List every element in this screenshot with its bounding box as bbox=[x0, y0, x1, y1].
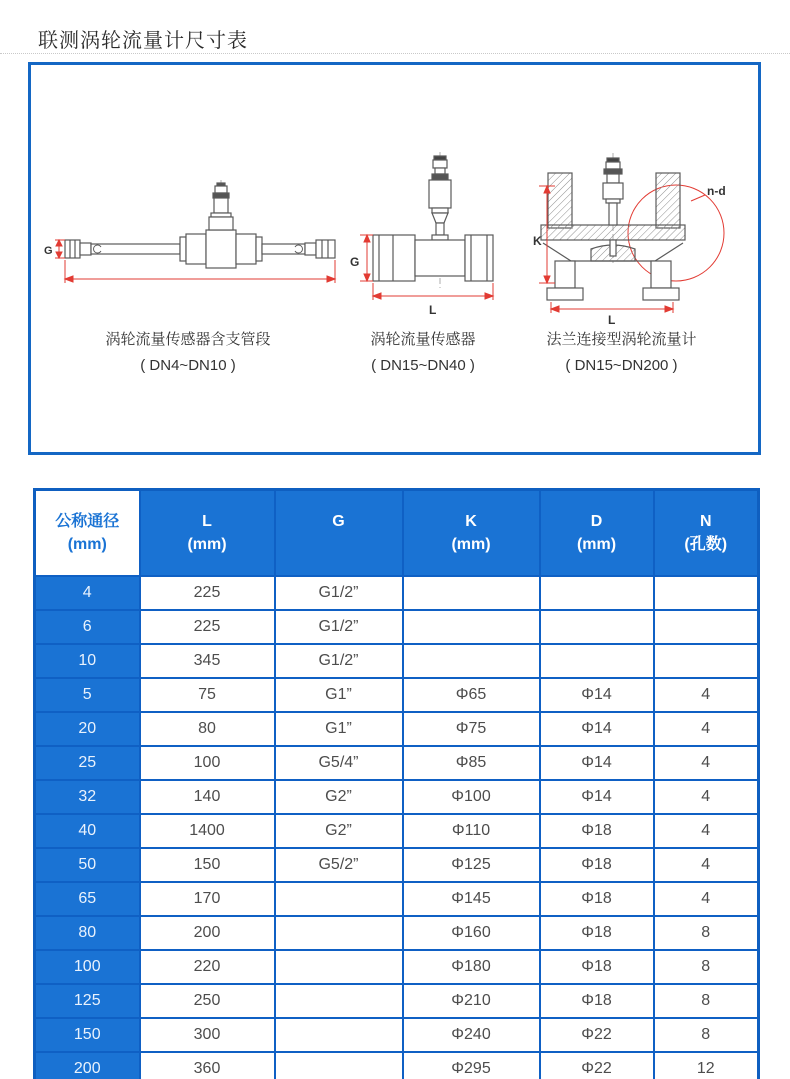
value-cell bbox=[540, 576, 654, 610]
value-cell bbox=[654, 610, 759, 644]
value-cell: 4 bbox=[654, 712, 759, 746]
dn-cell: 80 bbox=[35, 916, 140, 950]
value-cell bbox=[275, 950, 403, 984]
dim-label-l: L bbox=[429, 303, 437, 317]
table-row bbox=[35, 746, 759, 780]
value-cell: Φ18 bbox=[540, 950, 654, 984]
dn-cell: 200 bbox=[35, 1052, 140, 1079]
value-cell bbox=[654, 576, 759, 610]
table-row bbox=[35, 678, 759, 712]
value-cell: Φ14 bbox=[540, 712, 654, 746]
table-row bbox=[35, 848, 759, 882]
table-row bbox=[35, 1052, 759, 1079]
table-row bbox=[35, 780, 759, 814]
value-cell: 225 bbox=[140, 576, 275, 610]
value-cell: Φ125 bbox=[403, 848, 540, 882]
value-cell: Φ85 bbox=[403, 746, 540, 780]
value-cell: Φ22 bbox=[540, 1052, 654, 1079]
value-cell: Φ14 bbox=[540, 780, 654, 814]
value-cell: Φ65 bbox=[403, 678, 540, 712]
value-cell: 8 bbox=[654, 950, 759, 984]
value-cell bbox=[275, 1018, 403, 1052]
value-cell bbox=[540, 610, 654, 644]
caption-diagram-3 bbox=[509, 327, 734, 379]
title-divider bbox=[0, 53, 790, 54]
value-cell: Φ180 bbox=[403, 950, 540, 984]
caption-title: 涡轮流量传感器 bbox=[370, 331, 476, 348]
value-cell: Φ14 bbox=[540, 746, 654, 780]
dn-cell: 6 bbox=[35, 610, 140, 644]
value-cell bbox=[275, 984, 403, 1018]
table-row bbox=[35, 610, 759, 644]
value-cell bbox=[540, 644, 654, 678]
value-cell: 220 bbox=[140, 950, 275, 984]
value-cell: Φ110 bbox=[403, 814, 540, 848]
table-row bbox=[35, 712, 759, 746]
table-row bbox=[35, 882, 759, 916]
value-cell: G5/2” bbox=[275, 848, 403, 882]
page-title: 联测涡轮流量计尺寸表 bbox=[38, 30, 248, 52]
value-cell: Φ18 bbox=[540, 984, 654, 1018]
value-cell: Φ22 bbox=[540, 1018, 654, 1052]
value-cell: G5/4” bbox=[275, 746, 403, 780]
value-cell: Φ160 bbox=[403, 916, 540, 950]
diagram-panel bbox=[28, 62, 761, 455]
table-row bbox=[35, 814, 759, 848]
header-l: L (mm) bbox=[140, 490, 275, 577]
value-cell: 150 bbox=[140, 848, 275, 882]
dn-cell: 25 bbox=[35, 746, 140, 780]
header-dn: 公称通径 (mm) bbox=[35, 490, 140, 577]
caption-range: ( DN4~DN10 ) bbox=[140, 357, 236, 374]
value-cell bbox=[275, 916, 403, 950]
value-cell: Φ100 bbox=[403, 780, 540, 814]
dn-cell: 150 bbox=[35, 1018, 140, 1052]
dimension-table bbox=[33, 488, 760, 1079]
header-row bbox=[35, 490, 759, 577]
value-cell: G1/2” bbox=[275, 610, 403, 644]
value-cell bbox=[275, 1052, 403, 1079]
value-cell: 8 bbox=[654, 984, 759, 1018]
dn-cell: 5 bbox=[35, 678, 140, 712]
header-g: G bbox=[275, 490, 403, 577]
value-cell bbox=[403, 576, 540, 610]
value-cell: Φ295 bbox=[403, 1052, 540, 1079]
table-row bbox=[35, 644, 759, 678]
value-cell: Φ18 bbox=[540, 882, 654, 916]
dim-label-l: L bbox=[608, 313, 616, 327]
value-cell: G2” bbox=[275, 814, 403, 848]
value-cell: 8 bbox=[654, 1018, 759, 1052]
header-n: N (孔数) bbox=[654, 490, 759, 577]
value-cell: 200 bbox=[140, 916, 275, 950]
dim-label-g: G bbox=[350, 255, 360, 269]
value-cell: 360 bbox=[140, 1052, 275, 1079]
dn-cell: 50 bbox=[35, 848, 140, 882]
value-cell: 300 bbox=[140, 1018, 275, 1052]
dn-cell: 100 bbox=[35, 950, 140, 984]
caption-title: 涡轮流量传感器含支管段 bbox=[105, 331, 271, 348]
value-cell: 4 bbox=[654, 814, 759, 848]
diagram-flanged-meter bbox=[533, 153, 773, 328]
dim-label-n-d: n-d bbox=[707, 184, 726, 198]
value-cell: 12 bbox=[654, 1052, 759, 1079]
caption-title: 法兰连接型涡轮流量计 bbox=[546, 331, 697, 348]
value-cell: G1/2” bbox=[275, 644, 403, 678]
value-cell: 1400 bbox=[140, 814, 275, 848]
value-cell: 170 bbox=[140, 882, 275, 916]
header-k: K (mm) bbox=[403, 490, 540, 577]
dn-cell: 65 bbox=[35, 882, 140, 916]
caption-range: ( DN15~DN40 ) bbox=[371, 357, 475, 374]
header-d: D (mm) bbox=[540, 490, 654, 577]
caption-diagram-2 bbox=[323, 327, 523, 379]
value-cell: 4 bbox=[654, 882, 759, 916]
value-cell: Φ14 bbox=[540, 678, 654, 712]
value-cell: 225 bbox=[140, 610, 275, 644]
value-cell: 4 bbox=[654, 746, 759, 780]
value-cell: Φ18 bbox=[540, 848, 654, 882]
dim-label-g: G bbox=[44, 245, 53, 257]
table-row bbox=[35, 576, 759, 610]
value-cell: Φ18 bbox=[540, 916, 654, 950]
value-cell bbox=[403, 610, 540, 644]
value-cell: 140 bbox=[140, 780, 275, 814]
table-row bbox=[35, 950, 759, 984]
value-cell: Φ145 bbox=[403, 882, 540, 916]
diagram-turbine-sensor bbox=[348, 148, 508, 323]
table-row bbox=[35, 916, 759, 950]
value-cell: 80 bbox=[140, 712, 275, 746]
value-cell: Φ240 bbox=[403, 1018, 540, 1052]
value-cell bbox=[275, 882, 403, 916]
value-cell: G2” bbox=[275, 780, 403, 814]
value-cell: G1” bbox=[275, 712, 403, 746]
value-cell: 345 bbox=[140, 644, 275, 678]
value-cell: Φ18 bbox=[540, 814, 654, 848]
value-cell: 4 bbox=[654, 848, 759, 882]
caption-range: ( DN15~DN200 ) bbox=[565, 357, 678, 374]
table-body bbox=[35, 576, 759, 1079]
value-cell bbox=[654, 644, 759, 678]
value-cell: Φ210 bbox=[403, 984, 540, 1018]
value-cell: 8 bbox=[654, 916, 759, 950]
value-cell bbox=[403, 644, 540, 678]
dn-cell: 125 bbox=[35, 984, 140, 1018]
dn-cell: 4 bbox=[35, 576, 140, 610]
value-cell: G1/2” bbox=[275, 576, 403, 610]
diagram-turbine-sensor-with-pipe bbox=[43, 158, 343, 293]
value-cell: 250 bbox=[140, 984, 275, 1018]
caption-diagram-1 bbox=[58, 327, 318, 379]
dim-label-k: K bbox=[533, 234, 542, 248]
value-cell: 4 bbox=[654, 780, 759, 814]
value-cell: 75 bbox=[140, 678, 275, 712]
dn-cell: 20 bbox=[35, 712, 140, 746]
value-cell: G1” bbox=[275, 678, 403, 712]
value-cell: 100 bbox=[140, 746, 275, 780]
dn-cell: 32 bbox=[35, 780, 140, 814]
value-cell: 4 bbox=[654, 678, 759, 712]
dn-cell: 10 bbox=[35, 644, 140, 678]
table-row bbox=[35, 1018, 759, 1052]
dn-cell: 40 bbox=[35, 814, 140, 848]
value-cell: Φ75 bbox=[403, 712, 540, 746]
table-row bbox=[35, 984, 759, 1018]
